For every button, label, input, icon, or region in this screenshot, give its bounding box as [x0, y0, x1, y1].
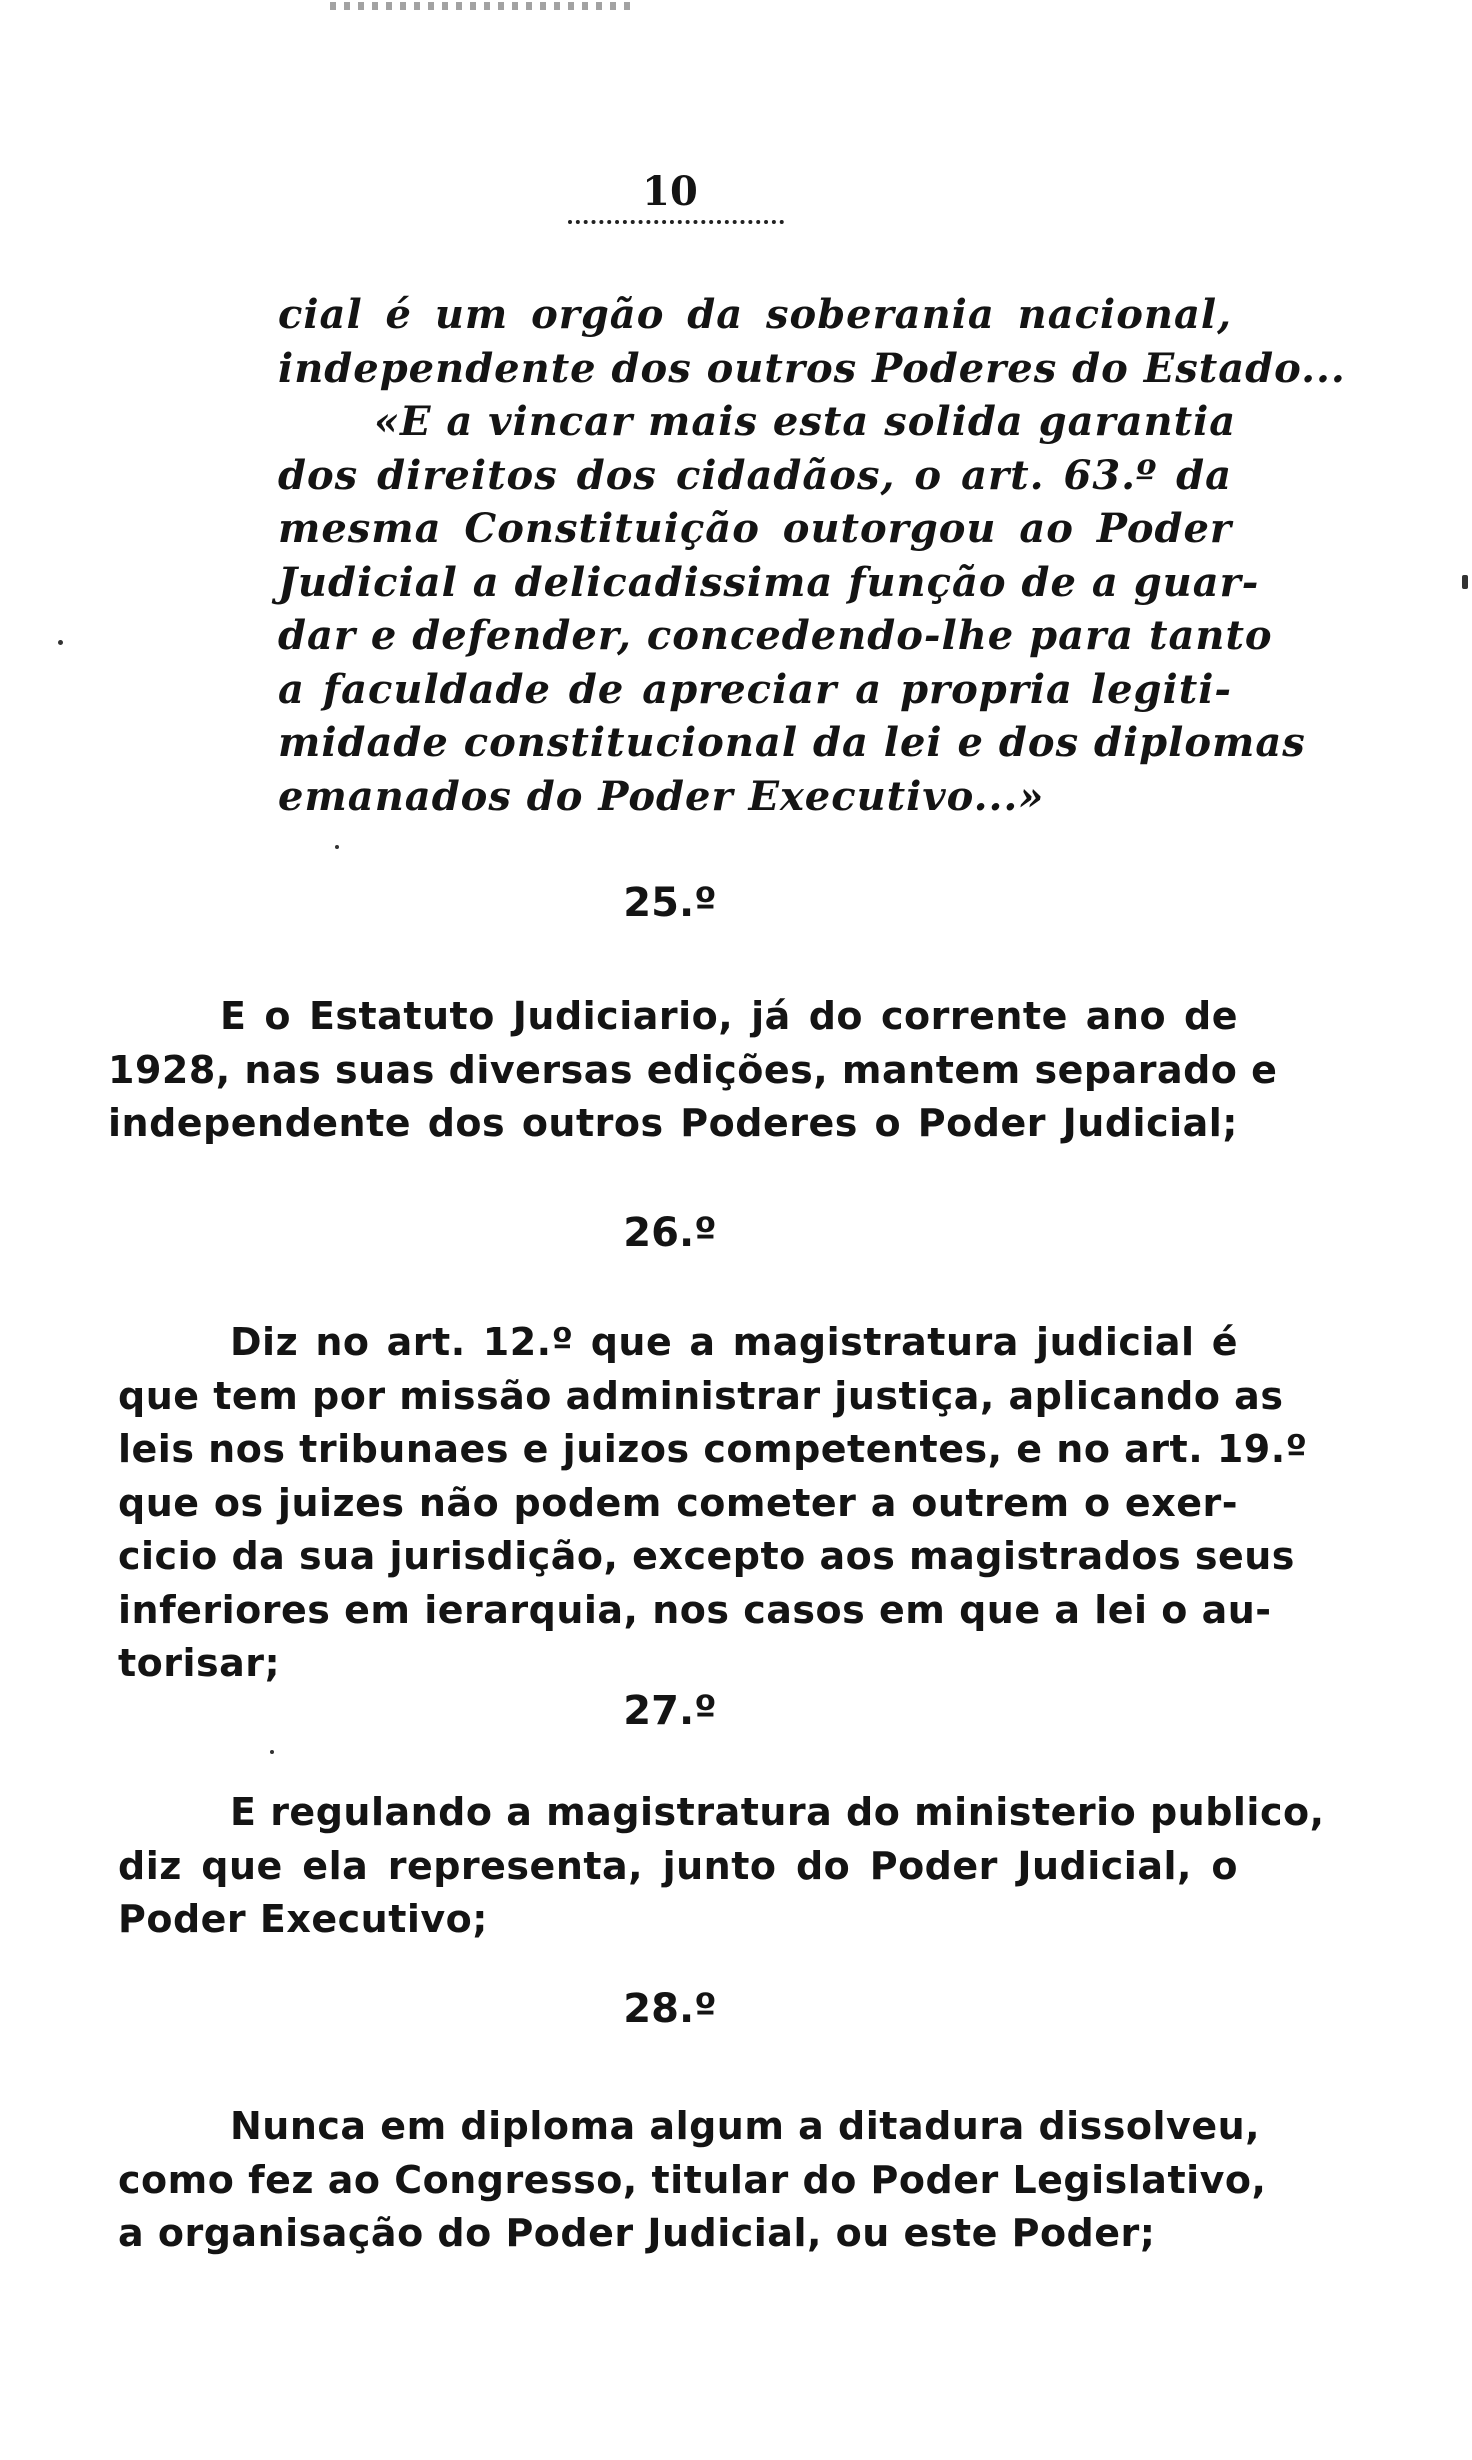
paragraph-line: cicio da sua jurisdição, excepto aos magistrados seus: [118, 1534, 1295, 1578]
section-heading-26: 26.º: [623, 1210, 717, 1256]
paragraph-line: que os juizes não podem cometer a outrem o exer-: [118, 1480, 1238, 1525]
scan-speck: [1462, 575, 1468, 589]
section-heading-25: 25.º: [623, 880, 717, 926]
quote-line: independente dos outros Poderes do Estado...: [278, 344, 1346, 392]
section-body-27: [118, 1786, 1325, 1947]
scan-noise: [330, 2, 630, 10]
paragraph-line: como fez ao Congresso, titular do Poder Legislativo,: [118, 2157, 1267, 2202]
paragraph-line: que tem por missão administrar justiça, aplicando as: [118, 1373, 1284, 1418]
paragraph-line: a organisação do Poder Judicial, ou este Poder;: [118, 2211, 1156, 2255]
paragraph-line: E regulando a magistratura do ministerio publico,: [230, 1790, 1325, 1834]
section-heading-27: 27.º: [623, 1688, 717, 1734]
page-number-rule: [568, 220, 784, 224]
paragraph-line: inferiores em ierarquia, nos casos em que a lei o au-: [118, 1587, 1272, 1632]
quote-line: dar e defender, concedendo-lhe para tanto: [278, 612, 1273, 659]
paragraph-line: Nunca em diploma algum a ditadura dissolveu,: [230, 2104, 1261, 2148]
quote-line: cial é um orgão da soberania nacional,: [278, 291, 1232, 338]
quoted-passage: [278, 288, 1346, 823]
scan-speck: [58, 640, 63, 645]
section-body-28: [118, 2100, 1267, 2261]
quote-line: a faculdade de apreciar a propria legiti-: [278, 665, 1232, 713]
paragraph-line: torisar;: [118, 1641, 281, 1685]
paragraph-line: leis nos tribunaes e juizos competentes, e no art. 19.º: [118, 1427, 1308, 1471]
section-body-26: [118, 1316, 1308, 1691]
quote-line: «E a vincar mais esta solida garantia: [374, 398, 1237, 445]
section-body-25: [108, 990, 1278, 1151]
paragraph-line: independente dos outros Poderes o Poder Judicial;: [108, 1101, 1238, 1145]
quote-line: dos direitos dos cidadãos, o art. 63.º da: [278, 451, 1232, 499]
scan-speck: [335, 845, 339, 849]
paragraph-line: Poder Executivo;: [118, 1897, 488, 1941]
paragraph-line: 1928, nas suas diversas edições, mantem separado e: [108, 1047, 1278, 1092]
paragraph-line: E o Estatuto Judiciario, já do corrente ano de: [220, 994, 1238, 1038]
paragraph-line: Diz no art. 12.º que a magistratura judicial é: [230, 1320, 1238, 1364]
quote-line: emanados do Poder Executivo...»: [278, 772, 1045, 820]
scan-speck: [270, 1750, 274, 1754]
quote-line: Judicial a delicadissima função de a guar-: [278, 558, 1260, 606]
page-number: 10: [642, 168, 698, 215]
quote-line: mesma Constituição outorgou ao Poder: [278, 505, 1232, 552]
quote-line: midade constitucional da lei e dos diplomas: [278, 719, 1306, 766]
paragraph-line: diz que ela representa, junto do Poder Judicial, o: [118, 1843, 1238, 1888]
section-heading-28: 28.º: [623, 1986, 717, 2032]
